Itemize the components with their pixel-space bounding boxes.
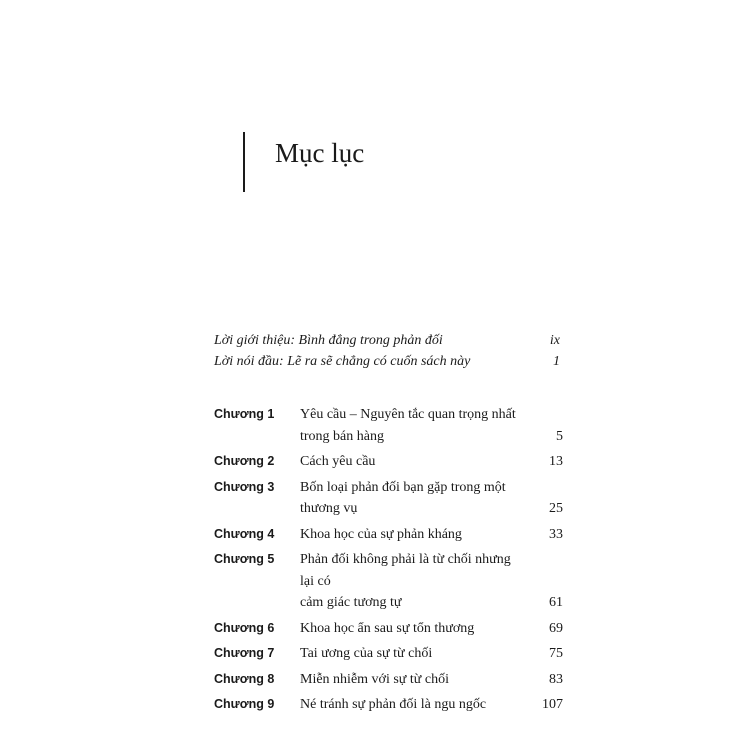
chapter-page: 69 [549,620,563,636]
chapter-label: Chương 1 [214,407,275,421]
chapter-title [300,669,523,691]
title-rule [243,132,245,192]
chapter-page: 83 [549,671,563,687]
chapter-title-line: Yêu cầu – Nguyên tắc quan trọng nhất [300,407,516,422]
front-matter-page: 1 [553,354,560,369]
chapter-title [300,694,523,716]
chapter-list [214,404,563,720]
chapter-title [300,404,523,447]
chapter-title [300,451,523,473]
front-matter-list [214,330,560,372]
chapter-row [214,549,563,614]
chapter-label: Chương 7 [214,646,275,660]
chapter-title [300,643,523,665]
chapter-title [300,477,523,520]
front-matter-item [214,351,560,372]
chapter-row [214,524,563,546]
chapter-title-line: thương vụ [300,501,358,516]
chapter-title-line: Tai ương của sự từ chối [300,646,433,661]
chapter-label: Chương 2 [214,454,275,468]
front-matter-page: ix [549,333,560,348]
chapter-title-line: Né tránh sự phản đối là ngu ngốc [300,697,487,712]
chapter-title-line: Cách yêu cầu [300,454,376,469]
chapter-title-line: Khoa học của sự phản kháng [300,526,462,542]
chapter-label: Chương 6 [214,620,275,635]
front-matter-title: Lời giới thiệu: Bình đẳng trong phản đối [214,333,443,348]
chapter-row [214,694,563,716]
chapter-title-line: Miễn nhiễm với sự từ chối [300,671,449,687]
chapter-label: Chương 5 [214,552,275,566]
chapter-page: 61 [549,595,563,610]
chapter-label: Chương 4 [214,526,275,541]
chapter-row [214,451,563,473]
front-matter-title: Lời nói đầu: Lẽ ra sẽ chẳng có cuốn sách này [214,354,471,369]
chapter-row [214,404,563,447]
chapter-title-line: Phản đối không phải là từ chối nhưng lại có [300,552,511,589]
chapter-row [214,477,563,520]
chapter-label: Chương 3 [214,479,275,494]
page-title: Mục lục [275,138,365,168]
chapter-page: 13 [549,454,563,469]
chapter-row [214,618,563,640]
chapter-title [300,618,523,640]
chapter-label: Chương 8 [214,671,275,686]
chapter-page: 25 [549,501,563,516]
chapter-title-line: Khoa học ẩn sau sự tổn thương [300,620,475,636]
chapter-title [300,524,523,546]
front-matter-item [214,330,560,351]
chapter-title-line: cảm giác tương tự [300,595,402,610]
chapter-title [300,549,523,614]
chapter-row [214,669,563,691]
chapter-row [214,643,563,665]
chapter-page: 33 [549,526,563,542]
chapter-label: Chương 9 [214,697,275,711]
chapter-title-line: Bốn loại phản đối bạn gặp trong một [300,479,506,495]
chapter-page: 5 [556,428,563,444]
chapter-page: 75 [549,646,563,661]
chapter-title-line: trong bán hàng [300,428,384,444]
chapter-page: 107 [542,697,563,712]
